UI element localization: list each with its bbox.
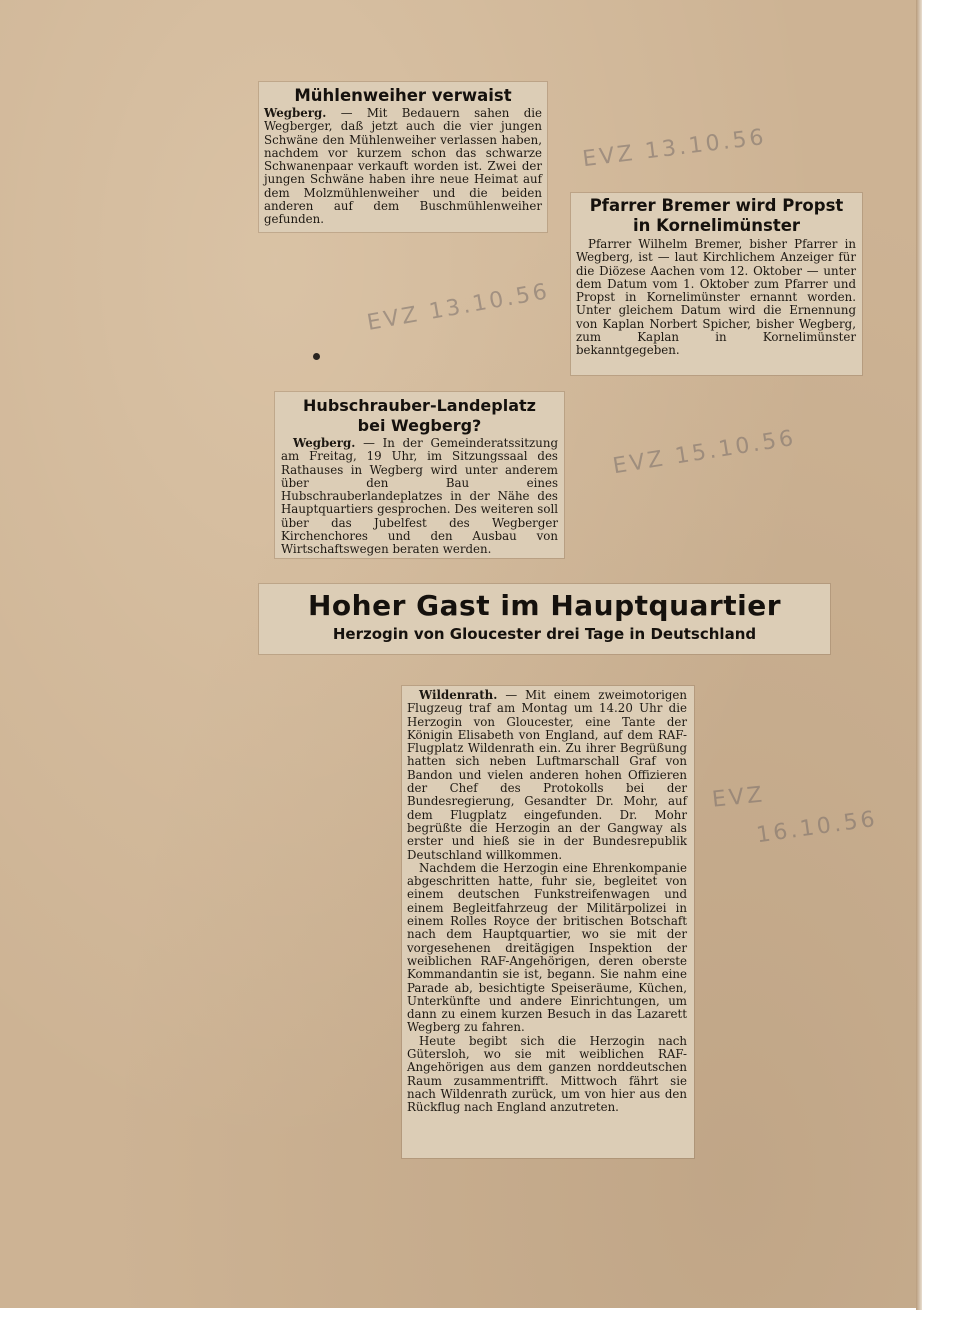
article-headline: Hoher Gast im Hauptquartier	[308, 589, 781, 622]
article-headline-line1: Pfarrer Bremer wird Propst	[589, 196, 844, 215]
article-text: — Mit Bedauern sahen die Wegberger, daß jetzt auch die vier jungen Schwäne den Mühlenweiher verlassen haben, nachdem vor kurzem schon das schwarze Schwanenpaar verkauft worden ist. Zwei der jungen Schwäne haben ihre neue Heimat auf dem Molzmühlenweiher und die beiden anderen auf dem Buschmühlenweiher gefunden.	[264, 106, 542, 227]
article-headline: Mühlenweiher verwaist	[294, 86, 512, 105]
article-hoher-gast-header	[259, 584, 830, 654]
article-paragraph-1	[402, 686, 694, 862]
article-headline-line1: Hubschrauber-Landeplatz	[303, 396, 536, 415]
article-headline-line2: in Kornelimünster	[632, 216, 801, 235]
article-dateline: Wildenrath.	[419, 688, 498, 702]
handwritten-date-annotation: EVZ 13.10.56	[581, 124, 768, 173]
article-text: — In der Gemeinderatssitzung am Freitag, 19 Uhr, im Sitzungssaal des Rathauses in Wegberg wird unter anderem über den Bau eines Hubschrauberlandeplatzes in der Nähe des Hauptquartiers gesprochen. Des weiteren soll über das Jubelfest des Wegberger Kirchenchores und den Ausbau von Wirtschaftswegen beraten werden.	[281, 436, 558, 557]
article-landeplatz	[275, 392, 564, 558]
handwritten-date-annotation: EVZ	[710, 782, 767, 813]
handwritten-date-annotation: EVZ 15.10.56	[611, 425, 798, 480]
article-dateline: Wegberg.	[293, 436, 356, 450]
article-text: — Mit einem zweimotorigen Flugzeug traf am Montag um 14.20 Uhr die Herzogin von Gloucester, eine Tante der Königin Elisabeth von England, auf dem RAF-Flugplatz Wildenrath ein. Zu ihrer Begrüßung hatten sich neben Luftmarschall Graf von Bandon und vielen anderen hohen Offizieren der Chef des Protokolls bei der Bundesregierung, Gesandter Dr. Mohr, auf dem Flugplatz eingefunden. Dr. Mohr begrüßte die Herzogin an der Gangway als erster und hieß sie in der Bundesrepublik Deutschland willkommen.	[407, 688, 687, 862]
handwritten-date-annotation: 16.10.56	[754, 806, 880, 849]
article-paragraph-3: Heute begibt sich die Herzogin nach Gütersloh, wo sie mit weiblichen RAF-Angehörigen aus dem ganzen norddeutschen Raum zusammentrifft. Mittwoch fährt sie nach Wildenrath zurück, um von hier aus den Rückflug nach England anzutreten.	[407, 1033, 687, 1115]
article-body: Pfarrer Wilhelm Bremer, bisher Pfarrer in Wegberg, ist — laut Kirchlichem Anzeiger für die Diözese Aachen vom 12. Oktober — unter dem Datum vom 1. Oktober zum Pfarrer und Propst in Kornelimünster ernannt worden. Unter gleichem Datum wird die Ernennung von Kaplan Norbert Spicher, bisher Wegberg, zum Kaplan in Kornelimünster bekanntgegeben.	[576, 237, 856, 358]
handwritten-date-annotation: EVZ 13.10.56	[365, 279, 552, 336]
article-propst	[571, 193, 862, 375]
article-body	[275, 437, 564, 557]
article-muehlenweiher	[259, 82, 547, 232]
article-subheadline: Herzogin von Gloucester drei Tage in Deutschland	[332, 625, 757, 643]
ink-spot	[313, 353, 320, 360]
article-headline-line2: bei Wegberg?	[357, 416, 482, 435]
article-dateline: Wegberg.	[264, 106, 327, 120]
article-paragraph-2: Nachdem die Herzogin eine Ehrenkompanie abgeschritten hatte, fuhr sie, begleitet von einem deutschen Funkstreifenwagen und einem Begleitfahrzeug der Militärpolizei in einem Rolles Royce der britischen Botschaft nach dem Hauptquartier, wo sie mit der vorgesehenen dreitägigen Inspektion der weiblichen RAF-Angehörigen, deren oberste Kommandantin sie ist, begann. Sie nahm eine Parade ab, besichtigte Speiseräume, Küchen, Unterkünfte und andere Einrichtungen, um dann zu einem kurzen Besuch in das Lazarett Wegberg zu fahren.	[407, 860, 687, 1035]
page-edge	[916, 0, 922, 1310]
article-body	[259, 107, 547, 227]
article-hoher-gast-body	[402, 686, 694, 1158]
